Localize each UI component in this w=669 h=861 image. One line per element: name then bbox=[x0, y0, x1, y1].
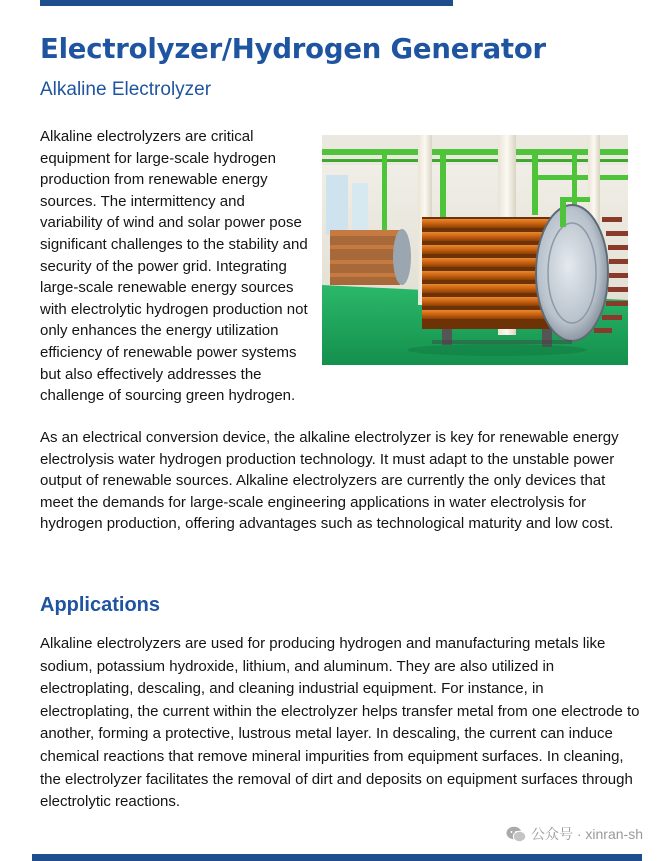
watermark bbox=[506, 824, 643, 844]
applications-heading: Applications bbox=[40, 594, 161, 616]
electrolyzer-illustration bbox=[322, 135, 628, 365]
intro-paragraph-text: Alkaline electrolyzers are critical equipment for large-scale hydrogen production from renewable energy sources. The intermittency and variability of wind and solar power pose significant challenges to the stability and security of the power grid. Integrating large-scale renewable energy sources with electrolytic hydrogen production not only enhances the energy utilization efficiency of renewable power systems but also effectively addresses the challenge of sourcing green hydrogen. bbox=[40, 128, 308, 405]
applications-paragraph: Alkaline electrolyzers are used for producing hydrogen and manufacturing metals like sodium, potassium hydroxide, lithium, and aluminum. They are also utilized in electroplating, descaling, and cleaning industrial equipment. For instance, in electroplating, the current within the electrolyzer helps transfer metal from one electrode to another, forming a protective, lustrous metal layer. In descaling, the current can induce chemical reactions that remove mineral impurities from equipment surfaces. In cleaning, the electrolyzer facilitates the removal of dirt and deposits on equipment surfaces through electrolytic reactions. bbox=[40, 635, 640, 811]
top-accent-bar bbox=[40, 0, 453, 6]
bottom-accent-bar bbox=[32, 854, 642, 861]
page-title: Electrolyzer/Hydrogen Generator bbox=[40, 33, 546, 65]
watermark-text: 公众号 · xinran-sh bbox=[530, 826, 643, 842]
intro-section bbox=[40, 126, 640, 407]
wechat-icon bbox=[506, 826, 526, 843]
electrolyzer-photo bbox=[322, 135, 628, 365]
description-paragraph: As an electrical conversion device, the alkaline electrolyzer is key for renewable energy electrolysis water hydrogen production technology. It must adapt to the unstable power output of renewable sources. Alkaline electrolyzers are currently the only devices that meet the demands for large-scale engineering applications in water electrolysis for hydrogen production, offering advantages such as technological maturity and low cost. bbox=[40, 429, 619, 533]
page-subtitle: Alkaline Electrolyzer bbox=[40, 79, 212, 100]
